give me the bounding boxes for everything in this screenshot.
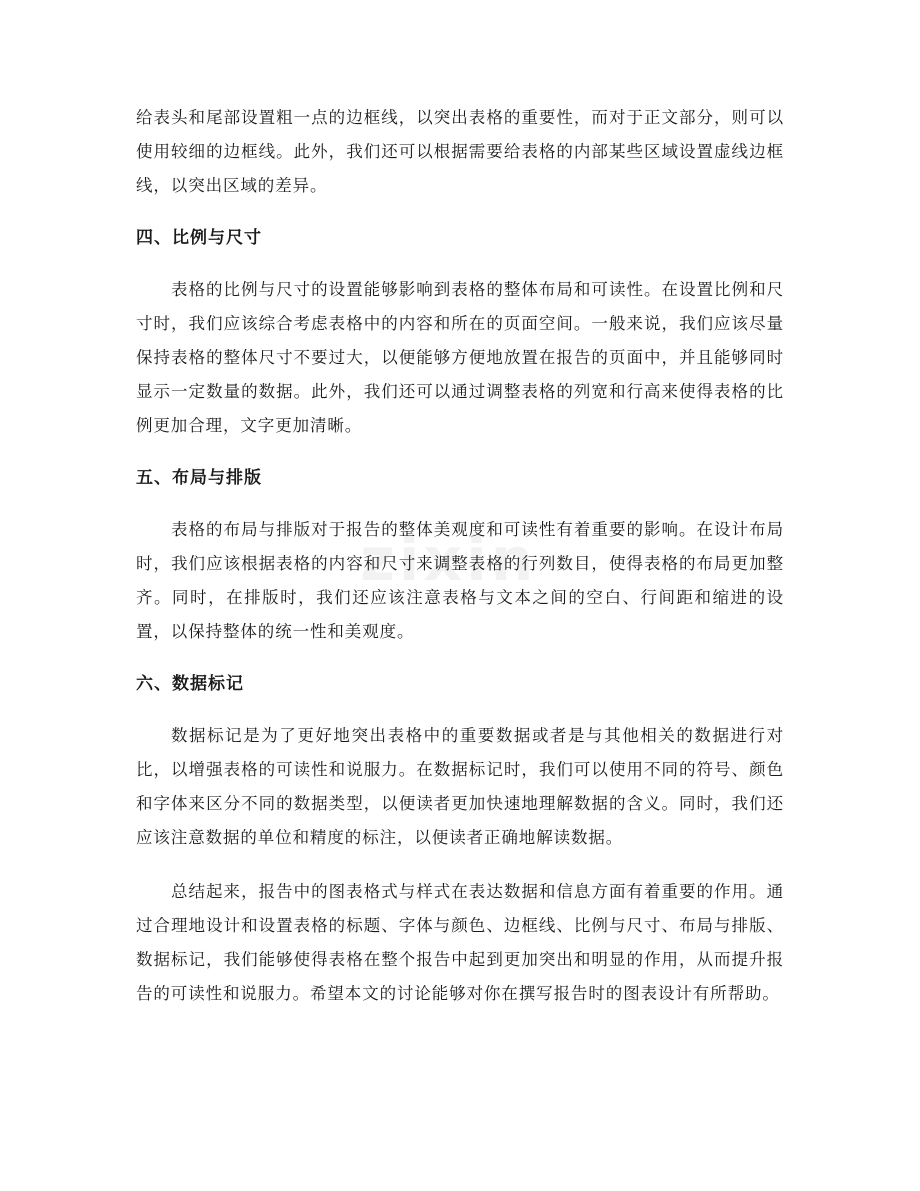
section-heading-data-marking: 六、数据标记	[136, 674, 244, 694]
conclusion-paragraph: 总结起来，报告中的图表格式与样式在表达数据和信息方面有着重要的作用。通过合理地设计和设置表格的标题、字体与颜色、边框线、比例与尺寸、布局与排版、数据标记，我们能够使得表格在整个报告中起到更加突出和明显的作用，从而提升报告的可读性和说服力。希望本文的讨论能够对你在撰写报告时的图表设计有所帮助。	[136, 882, 784, 1003]
section-heading-layout: 五、布局与排版	[136, 468, 262, 488]
section-body-layout: 表格的布局与排版对于报告的整体美观度和可读性有着重要的影响。在设计布局时，我们应该根据表格的内容和尺寸来调整表格的行列数目，使得表格的布局更加整齐。同时，在排版时，我们还应该注意表格与文本之间的空白、行间距和缩进的设置，以保持整体的统一性和美观度。	[136, 520, 784, 641]
document-body	[136, 101, 784, 1011]
intro-paragraph: 给表头和尾部设置粗一点的边框线，以突出表格的重要性，而对于正文部分，则可以使用较细的边框线。此外，我们还可以根据需要给表格的内部某些区域设置虚线边框线，以突出区域的差异。	[136, 108, 784, 195]
section-heading-ratio-size: 四、比例与尺寸	[136, 228, 262, 248]
watermark: zixin	[360, 525, 538, 595]
section-body-ratio-size: 表格的比例与尺寸的设置能够影响到表格的整体布局和可读性。在设置比例和尺寸时，我们应该综合考虑表格中的内容和所在的页面空间。一般来说，我们应该尽量保持表格的整体尺寸不要过大，以便能够方便地放置在报告的页面中，并且能够同时显示一定数量的数据。此外，我们还可以通过调整表格的列宽和行高来使得表格的比例更加合理，文字更加清晰。	[136, 280, 784, 435]
section-body-data-marking: 数据标记是为了更好地突出表格中的重要数据或者是与其他相关的数据进行对比，以增强表格的可读性和说服力。在数据标记时，我们可以使用不同的符号、颜色和字体来区分不同的数据类型，以便读者更加快速地理解数据的含义。同时，我们还应该注意数据的单位和精度的标注，以便读者正确地解读数据。	[136, 726, 784, 847]
